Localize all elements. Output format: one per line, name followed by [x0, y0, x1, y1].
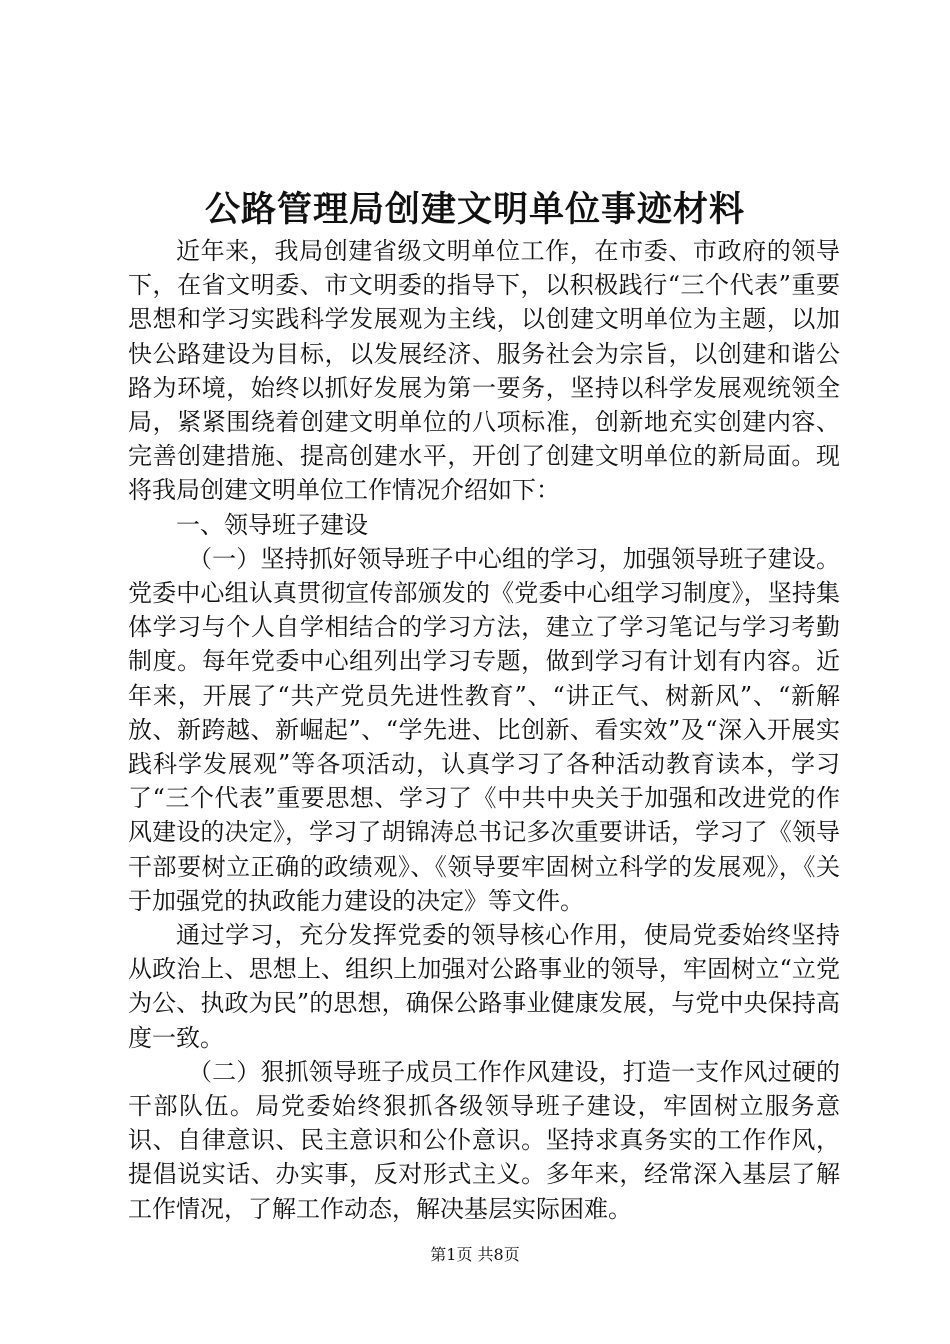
paragraph-subsection-1: （一）坚持抓好领导班子中心组的学习，加强领导班子建设。党委中心组认真贯彻宣传部颁发的《党委中心组学习制度》，坚持集体学习与个人自学相结合的学习方法，建立了学习笔记与学习考勤制度。每年党委中心组列出学习专题，做到学习有计划有内容。近年来，开展了“共产党员先进性教育”、“讲正气、树新风”、“新解放、新跨越、新崛起”、“学先进、比创新、看实效”及“深入开展实践科学发展观”等各项活动，认真学习了各种活动教育读本，学习了“三个代表”重要思想、学习了《中共中央关于加强和改进党的作风建设的决定》，学习了胡锦涛总书记多次重要讲话，学习了《领导干部要树立正确的政绩观》、《领导要牢固树立科学的发展观》，《关于加强党的执政能力建设的决定》等文件。: [128, 544, 840, 915]
paragraph-study-result: 通过学习，充分发挥党委的领导核心作用，使局党委始终坚持从政治上、思想上、组织上加强对公路事业的领导，牢固树立“立党为公、执政为民”的思想，确保公路事业健康发展，与党中央保持高度一致。: [128, 921, 840, 1052]
section-heading-leadership: 一、领导班子建设: [176, 510, 368, 539]
page-footer: 第1页 共8页: [430, 1245, 520, 1264]
paragraph-subsection-2: （二）狠抓领导班子成员工作作风建设，打造一支作风过硬的干部队伍。局党委始终狠抓各级领导班子建设，牢固树立服务意识、自律意识、民主意识和公仆意识。坚持求真务实的工作作风，提倡说实话、办实事，反对形式主义。多年来，经常深入基层了解工作情况，了解工作动态，解决基层实际困难。: [128, 1057, 840, 1223]
paragraph-intro: 近年来，我局创建省级文明单位工作，在市委、市政府的领导下，在省文明委、市文明委的指导下，以积极践行“三个代表”重要思想和学习实践科学发展观为主线，以创建文明单位为主题，以加快公路建设为目标，以发展经济、服务社会为宗旨，以创建和谐公路为环境，始终以抓好发展为第一要务，坚持以科学发展观统领全局，紧紧围绕着创建文明单位的八项标准，创新地充实创建内容、完善创建措施、提高创建水平，开创了创建文明单位的新局面。现将我局创建文明单位工作情况介绍如下：: [128, 237, 840, 505]
document-body: [128, 234, 840, 1226]
document-title: 公路管理局创建文明单位事迹材料: [204, 189, 745, 230]
